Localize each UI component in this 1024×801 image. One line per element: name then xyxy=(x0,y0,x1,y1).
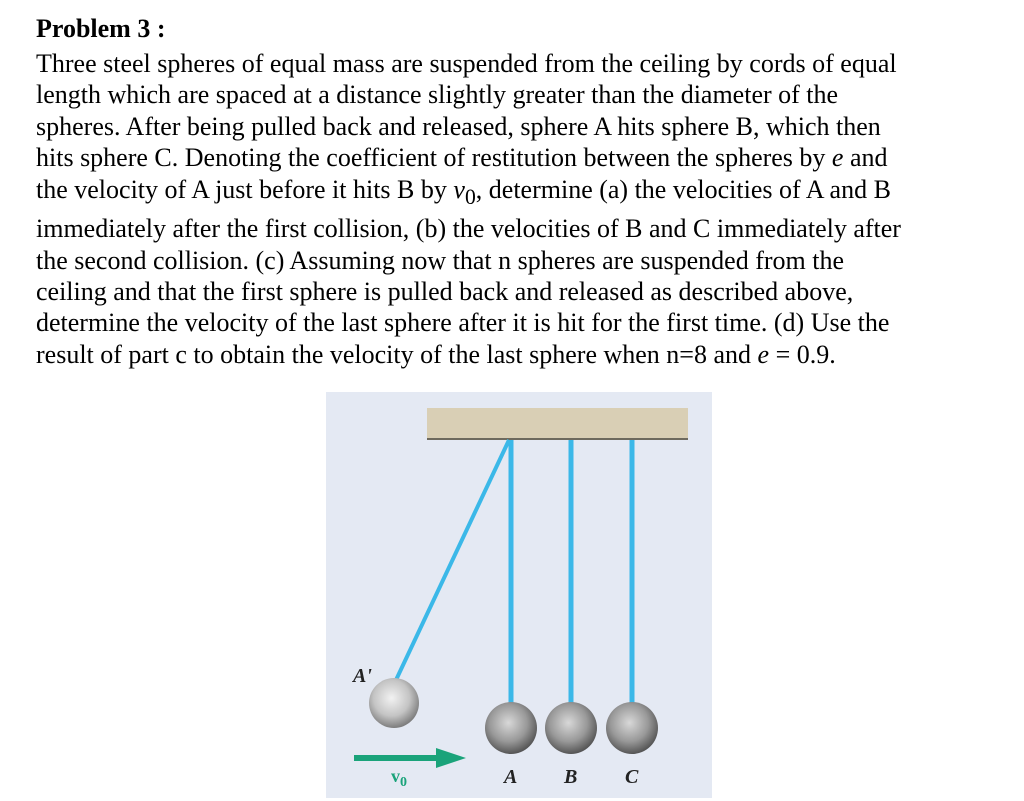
sphere-a-prime xyxy=(369,678,419,728)
math-subscript: 0 xyxy=(464,184,476,209)
sphere-c xyxy=(606,702,658,754)
text-segment: spheres. After being pulled back and released, sphere A hits sphere B, which then xyxy=(36,111,881,141)
sphere-a xyxy=(485,702,537,754)
text-line xyxy=(36,276,1016,307)
text-line xyxy=(36,142,1016,173)
text-segment: ceiling and that the first sphere is pulled back and released as described above, xyxy=(36,277,854,307)
text-segment: hits sphere C. Denoting the coefficient of restitution between the spheres by xyxy=(36,143,832,173)
label-a: A xyxy=(504,766,518,788)
text-segment: immediately after the first collision, (b) the velocities of B and C immediately after xyxy=(36,214,901,244)
text-segment: and xyxy=(843,143,888,173)
text-segment: length which are spaced at a distance slightly greater than the diameter of the xyxy=(36,80,839,110)
text-line xyxy=(36,307,1016,338)
text-line xyxy=(36,48,1016,79)
text-segment: the velocity of A just before it hits B by xyxy=(36,174,454,204)
text-segment: , determine (a) the velocities of A and B xyxy=(475,174,891,204)
sphere-b xyxy=(545,702,597,754)
math-symbol: e xyxy=(831,143,844,173)
label-v0: $v_0$ xyxy=(391,766,407,790)
label-a-prime: A' xyxy=(353,665,372,687)
problem-statement xyxy=(36,48,1016,370)
math-symbol: e xyxy=(757,339,770,369)
ceiling xyxy=(427,408,688,440)
pendulum-figure xyxy=(326,392,712,798)
text-line xyxy=(36,339,1016,370)
text-segment: determine the velocity of the last sphere after it is hit for the first time. (d) Use the xyxy=(36,308,890,338)
text-line xyxy=(36,174,1016,214)
text-segment: the second collision. (c) Assuming now that n spheres are suspended from the xyxy=(36,245,844,275)
text-segment: Three steel spheres of equal mass are suspended from the ceiling by cords of equal xyxy=(36,49,897,78)
text-line xyxy=(36,111,1016,142)
text-line xyxy=(36,213,1016,244)
text-line xyxy=(36,79,1016,110)
problem-title: Problem 3 : xyxy=(36,14,166,43)
text-segment: result of part c to obtain the velocity of the last sphere when n=8 and xyxy=(36,339,758,369)
math-symbol: v xyxy=(453,174,465,204)
label-c: C xyxy=(625,766,639,788)
text-segment: = 0.9. xyxy=(769,339,836,369)
label-b: B xyxy=(564,766,578,788)
text-line xyxy=(36,245,1016,276)
